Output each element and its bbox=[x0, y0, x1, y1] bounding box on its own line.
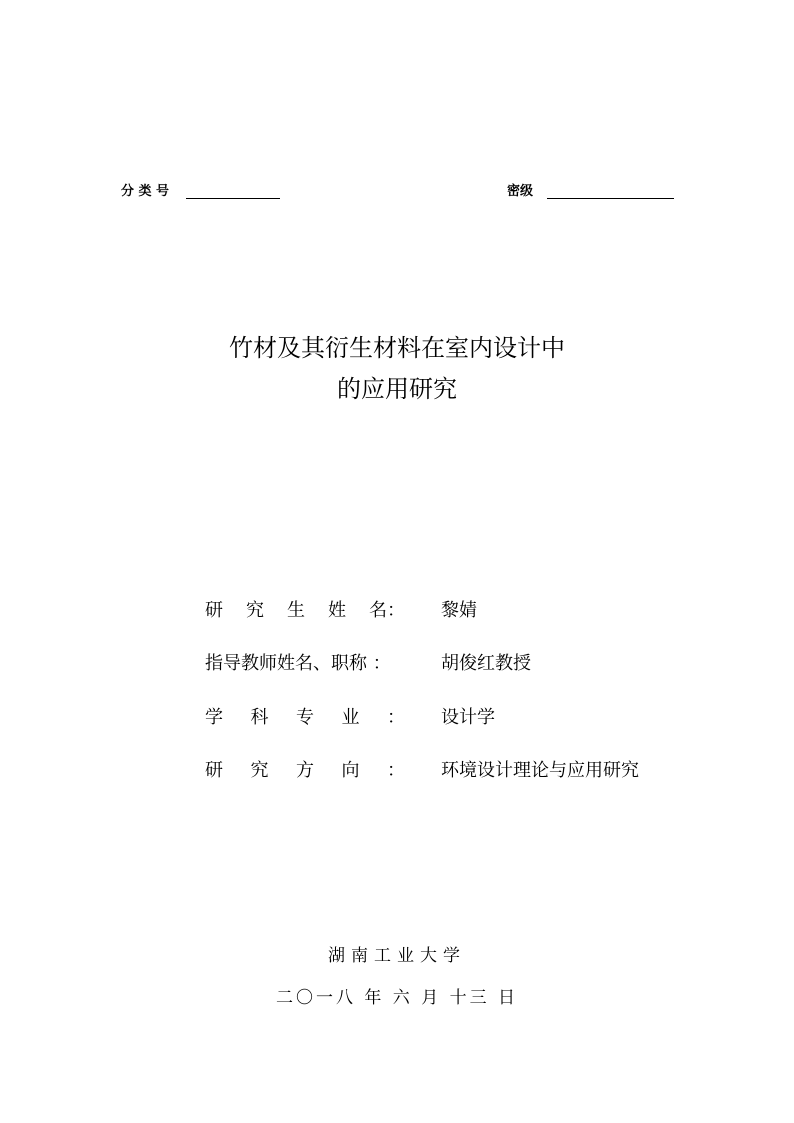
submission-date: 二〇一八 年 六 月 十三 日 bbox=[275, 988, 519, 1008]
info-value-student: 黎婧 bbox=[441, 600, 477, 621]
classification-field-line bbox=[186, 198, 280, 199]
info-label-discipline: 学 科 专 业 ： bbox=[205, 707, 405, 728]
info-value-discipline: 设计学 bbox=[441, 707, 495, 728]
info-value-research-direction: 环境设计理论与应用研究 bbox=[441, 760, 639, 781]
info-label-advisor: 指导教师姓名、职称 ： bbox=[205, 653, 391, 674]
thesis-title-line-2: 的应用研究 bbox=[337, 375, 457, 403]
info-label-research-direction: 研 究 方 向 ： bbox=[205, 760, 405, 781]
secrecy-label: 密级 bbox=[507, 184, 534, 199]
info-value-advisor: 胡俊红教授 bbox=[441, 653, 531, 674]
classification-label: 分 类 号 bbox=[121, 184, 170, 199]
info-label-student: 研 究 生 姓 名： bbox=[205, 600, 405, 621]
secrecy-field-line bbox=[547, 198, 674, 199]
thesis-title-line-1: 竹材及其衍生材料在室内设计中 bbox=[229, 334, 565, 362]
university-name: 湖南工业大学 bbox=[328, 946, 466, 966]
